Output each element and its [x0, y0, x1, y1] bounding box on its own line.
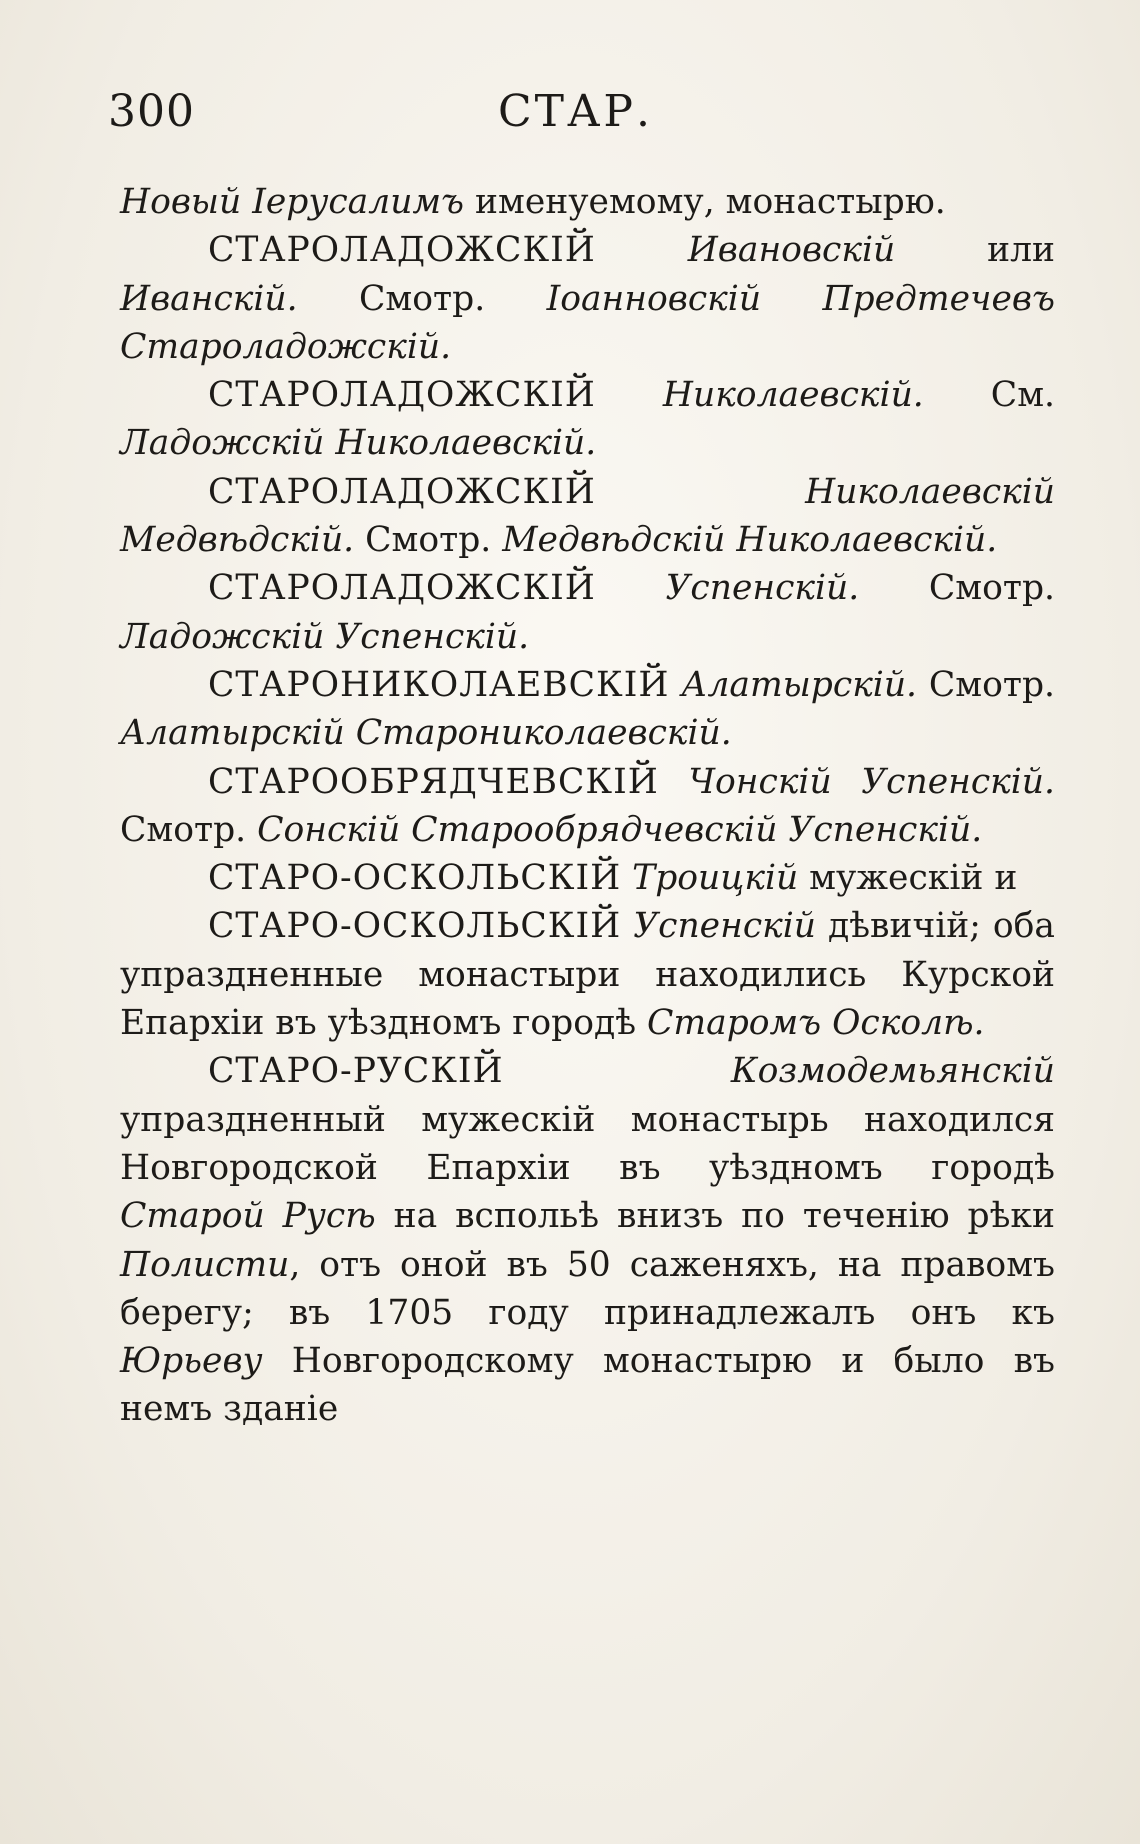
running-head: СТАР.	[498, 86, 653, 137]
entry-text: или	[895, 230, 1055, 271]
entry-headword: СТАРО-ОСКОЛЬСКIЙ	[208, 906, 622, 947]
dictionary-entry	[120, 1047, 1055, 1433]
italic-name: Юрьеву	[120, 1341, 263, 1382]
entry-text: Смотр.	[917, 664, 1055, 705]
entry-text: именуемому, монастырю.	[464, 182, 946, 222]
entry-text: , отъ оной въ 50 саженяхъ, на правомъ берегу; въ 1705 году принадлежалъ онъ къ	[120, 1244, 1055, 1333]
entry-text: Смотр.	[120, 809, 258, 850]
entry-text: См.	[923, 375, 1056, 416]
entry-headword: СТАРО-РУСКIЙ	[208, 1051, 504, 1092]
dictionary-text	[120, 178, 1055, 1434]
page-number: 300	[108, 86, 195, 137]
italic-name: Полисти	[120, 1244, 290, 1285]
dictionary-entry	[120, 854, 1055, 902]
dictionary-entry	[120, 758, 1055, 855]
page-header	[108, 86, 1068, 146]
dictionary-entry	[120, 902, 1055, 1047]
entry-text: Смотр.	[297, 278, 547, 319]
italic-name: Алатырскiй.	[669, 664, 918, 705]
italic-name: Козмодемьянскiй	[503, 1051, 1055, 1092]
italic-name: Старой Русѣ	[120, 1196, 376, 1237]
italic-name: Ладожскiй Николаевскiй.	[120, 423, 597, 464]
italic-name: Чонскiй Успенскiй.	[658, 761, 1055, 802]
entry-headword: СТАРОЛАДОЖСКIЙ	[208, 375, 596, 416]
entry-headword: СТАРОЛАДОЖСКIЙ	[208, 568, 596, 609]
entry-text: упраздненный мужескiй монастырь находился Новгородской Епархiи въ уѣздномъ городѣ	[120, 1099, 1055, 1188]
entry-headword: СТАРОНИКОЛАЕВСКIЙ	[208, 664, 670, 705]
italic-name: Старомъ Осколѣ.	[647, 1003, 985, 1044]
entry-text: Смотр.	[354, 520, 503, 561]
italic-name: Iоанновскiй Предтечевъ Староладожскiй.	[120, 278, 1055, 367]
italic-name: Троицкiй	[621, 858, 799, 899]
italic-name: Иванскiй.	[120, 278, 298, 319]
entry-headword: СТАРОЛАДОЖСКIЙ	[208, 471, 596, 512]
entry-headword: СТАРО-ОСКОЛЬСКIЙ	[208, 858, 622, 899]
entry-text: мужескiй и	[798, 858, 1018, 899]
entry-continuation	[120, 178, 1055, 226]
italic-name: Успенскiй.	[595, 568, 860, 609]
entry-text: на вспольѣ внизъ по теченiю рѣки	[375, 1196, 1055, 1237]
dictionary-entry	[120, 564, 1055, 661]
dictionary-entry	[120, 468, 1055, 565]
italic-name: Сонскiй Старообрядчевскiй Успенскiй.	[257, 809, 983, 850]
dictionary-entry	[120, 661, 1055, 758]
entry-headword: СТАРОЛАДОЖСКIЙ	[208, 230, 596, 271]
italic-name: Ивановскiй	[595, 230, 896, 271]
dictionary-entry	[120, 371, 1055, 468]
italic-name: Алатырскiй Старониколаевскiй.	[120, 713, 732, 754]
italic-name: Успенскiй	[621, 906, 816, 947]
italic-name: Николаевскiй.	[595, 375, 924, 416]
entry-text: дѣвичiй; оба упраздненные монастыри находились Курской Епархiи въ уѣздномъ городѣ	[120, 906, 1055, 1044]
italic-name: Новый Iерусалимъ	[120, 182, 465, 222]
entry-headword: СТАРООБРЯДЧЕВСКIЙ	[208, 761, 659, 802]
italic-name: Ладожскiй Успенскiй.	[120, 616, 530, 657]
italic-name: Николаевскiй Медвѣдскiй.	[120, 471, 1055, 561]
entry-text: Новгородскому монастырю и было въ немъ зданiе	[120, 1341, 1055, 1430]
dictionary-entry	[120, 226, 1055, 371]
entry-text: Смотр.	[859, 568, 1055, 609]
italic-name: Медвѣдскiй Николаевскiй.	[502, 520, 998, 561]
